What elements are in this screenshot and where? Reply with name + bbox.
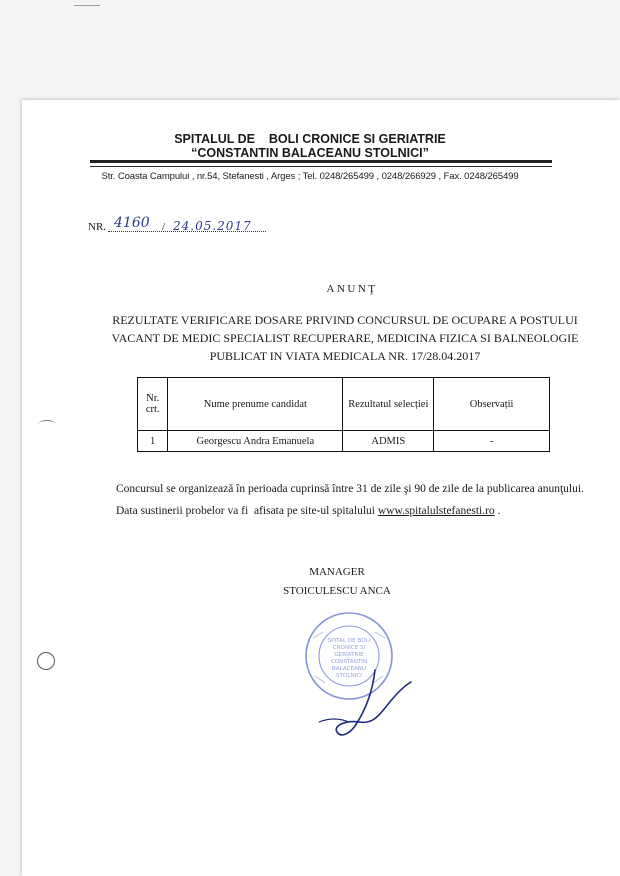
hospital-website-link[interactable]: www.spitalulstefanesti.ro: [377, 505, 495, 517]
scan-mark: [74, 5, 100, 6]
cell-candidate: Georgescu Andra Emanuela: [168, 431, 343, 452]
cell-nr: 1: [138, 431, 168, 452]
signatory-name: STOICULESCU ANCA: [283, 585, 391, 597]
registration-number: 4160: [114, 215, 150, 231]
notice-subject-line-1: REZULTATE VERIFICARE DOSARE PRIVIND CONCURSUL DE OCUPARE A POSTULUI: [112, 313, 578, 327]
notice-subject-line-3: PUBLICAT IN VIATA MEDICALA NR. 17/28.04.2017: [209, 349, 481, 363]
header-observations: Observații: [434, 378, 550, 431]
registration-label: NR.: [88, 221, 107, 233]
binder-mark: [38, 420, 56, 429]
header-selection-result: Rezultatul selecției: [343, 378, 434, 431]
signatory-role: MANAGER: [309, 566, 365, 578]
svg-text:BALACEANU: BALACEANU: [331, 666, 367, 672]
svg-text:CRONICE SI: CRONICE SI: [332, 645, 366, 651]
registration-date: 24.05.2017: [173, 219, 252, 233]
table-header-row: [138, 378, 550, 431]
hospital-subname: “CONSTANTIN BALACEANU STOLNICI”: [191, 146, 429, 160]
results-table: [137, 377, 550, 452]
header-nr-crt: Nr. crt.: [138, 378, 168, 431]
punch-hole: [37, 652, 55, 670]
notice-title: ANUNŢ: [326, 283, 378, 295]
header-divider-thin: [90, 166, 552, 167]
date-paragraph-end: .: [494, 505, 501, 517]
svg-text:CONSTANTIN: CONSTANTIN: [330, 659, 368, 665]
header-candidate-name: Nume prenume candidat: [168, 378, 343, 431]
header-divider-thick: [90, 160, 552, 163]
table-row: [138, 431, 550, 452]
svg-text:STOLNICI: STOLNICI: [336, 673, 362, 679]
hospital-address: Str. Coasta Campului , nr.54, Stefanesti , Arges ; Tel. 0248/265499 , 0248/266929 , Fax. 0248/265499: [101, 171, 519, 182]
svg-text:SPITAL DE BOLI: SPITAL DE BOLI: [327, 638, 371, 644]
date-paragraph-text: Data sustinerii probelor va fi afisata pe site-ul spitalului: [116, 505, 378, 517]
registration-separator: /: [162, 221, 166, 233]
period-paragraph: Concursul se organizează în perioada cuprinsă între 31 de zile şi 90 de zile de la publicarea anunţului.: [116, 483, 584, 495]
handwritten-signature: [315, 668, 415, 748]
cell-observations: -: [434, 431, 550, 452]
svg-text:GERIATRIE: GERIATRIE: [334, 652, 364, 658]
cell-result: ADMIS: [343, 431, 434, 452]
hospital-name: SPITALUL DE BOLI CRONICE SI GERIATRIE: [174, 132, 446, 146]
date-paragraph: [116, 505, 500, 517]
notice-subject-line-2: VACANT DE MEDIC SPECIALIST RECUPERARE, MEDICINA FIZICA SI BALNEOLOGIE: [111, 331, 579, 345]
